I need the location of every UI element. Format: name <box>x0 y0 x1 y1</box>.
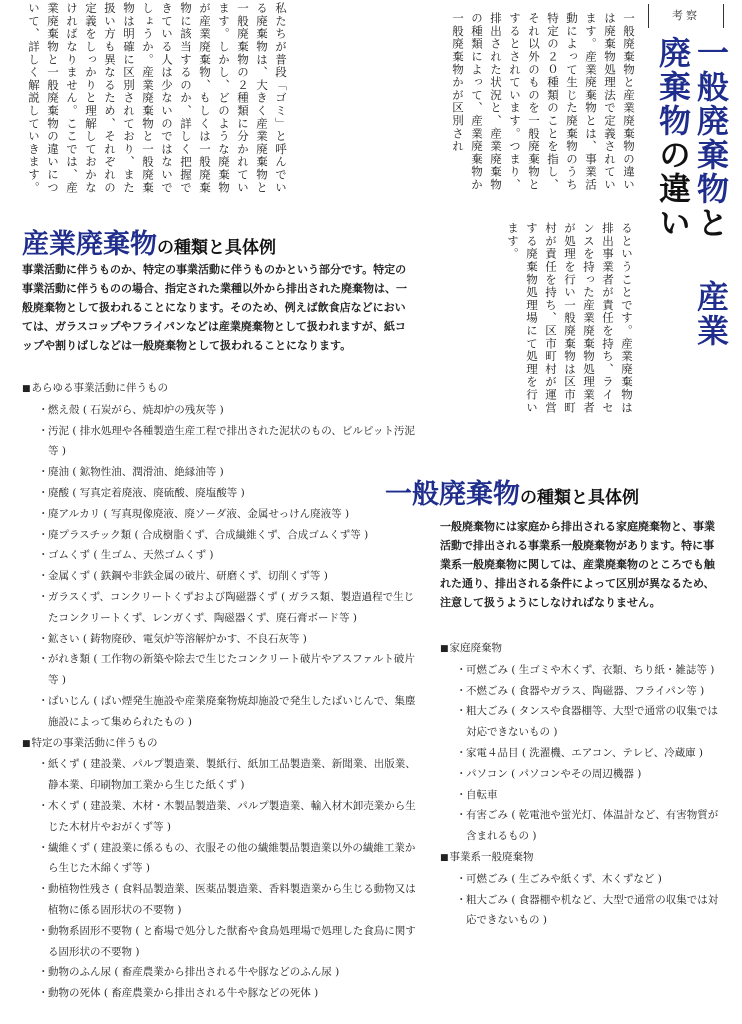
list-group-items <box>22 754 420 1004</box>
list-item <box>22 921 420 963</box>
list-item <box>22 796 420 838</box>
bullet-dot-icon: ・ <box>456 767 467 780</box>
intro-paragraph-left: 私たちが普段「ゴミ」と呼んでいる廃棄物は、大きく産業廃棄物と一般廃棄物の２種類に分かれています。しかし、どのような廃棄物が産業廃棄物、もしくは一般廃棄物に該当するのか、詳しく把握できている人は少ないのではないでしょうか。産業廃棄物と一般廃棄物は明確に区別されており、また扱い方も異なるため、それぞれの定義をしっかりと理解しておかなければなりません。ここでは、産業廃棄物と一般廃棄物の違いについて、詳しく解説していきます。 <box>27 2 288 194</box>
list-item-text: 紙くず ( 建設業、パルプ製造業、製紙行、紙加工品製造業、新聞業、出版業、静本業、印刷物加工業から生じた紙くず ) <box>48 758 416 792</box>
bullet-dot-icon: ・ <box>38 758 49 771</box>
list-item-text: 可燃ごみ ( 生ごみや紙くず、木くずなど ) <box>466 872 662 885</box>
list-group-title <box>440 847 722 869</box>
list-item-text: ばいじん ( ばい煙発生施設や産業廃棄物焼却施設で発生したばいじんで、集塵施設によって集められたもの ) <box>48 694 416 728</box>
list-item-text: 粗大ごみ ( タンスや食器棚等、大型で通常の収集では対応できないもの ) <box>466 705 718 739</box>
list-item <box>22 649 420 691</box>
list-group-title-text: あらゆる事業活動に伴うもの <box>31 382 169 394</box>
bullet-dot-icon: ・ <box>38 403 49 416</box>
list-item-text: 動植物性残さ ( 食料品製造業、医薬品製造業、香料製造業から生じる動物又は植物に係る固形状の不要物 ) <box>48 883 416 916</box>
list-item-text: 可燃ごみ ( 生ゴミや木くず、衣類、ちり紙・雑誌等 ) <box>466 663 715 676</box>
bullet-dot-icon: ・ <box>38 570 49 583</box>
bullet-dot-icon: ・ <box>38 694 49 707</box>
list-item <box>440 805 722 847</box>
list-item <box>22 838 420 880</box>
list-item-text: 不燃ごみ ( 食器やガラス、陶磁器、フライパン等 ) <box>466 684 705 697</box>
list-item-text: 燃え殻 ( 石炭がら、焼却炉の残灰等 ) <box>48 403 224 416</box>
list-item <box>22 629 420 650</box>
industrial-heading <box>22 222 276 261</box>
bullet-dot-icon: ・ <box>38 466 49 479</box>
bullet-dot-icon: ・ <box>38 507 49 520</box>
industrial-lead: 事業活動に伴うものか、特定の事業活動に伴うものかという部分です。特定の事業活動に伴うものの場合、指定された業種以外から排出された廃棄物は、一般廃棄物として扱われることになります。そのため、例えば飲食店などにおいては、ガラスコップやフライパンなどは産業廃棄物として扱われますが、紙コップや割りばしなどは一般廃棄物として扱われることになります。 <box>22 263 407 352</box>
list-group-title-text: 事業系一般廃棄物 <box>449 850 534 863</box>
list-item-text: 金属くず ( 鉄鋼や非鉄金属の破片、研磨くず、切削くず等 ) <box>48 570 328 583</box>
list-item <box>440 743 722 764</box>
list-item <box>22 754 420 796</box>
list-item <box>22 462 420 483</box>
bullet-dot-icon: ・ <box>38 590 49 603</box>
bullet-dot-icon: ・ <box>38 653 49 666</box>
title-part2: 産業廃棄物 <box>654 36 730 348</box>
list-item <box>440 890 722 932</box>
list-item <box>22 983 420 1004</box>
bullet-dot-icon: ・ <box>38 841 49 854</box>
square-bullet-icon: ■ <box>440 852 449 863</box>
industrial-heading-main: 産業廃棄物 <box>22 229 157 260</box>
list-item <box>440 785 722 806</box>
bullet-dot-icon: ・ <box>456 809 467 822</box>
bullet-dot-icon: ・ <box>456 872 467 885</box>
list-item-text: パソコン ( パソコンやその周辺機器 ) <box>466 767 642 780</box>
general-heading-main: 一般廃棄物 <box>385 479 520 510</box>
bullet-dot-icon: ・ <box>38 924 49 937</box>
square-bullet-icon: ■ <box>22 384 31 394</box>
square-bullet-icon: ■ <box>440 644 449 654</box>
list-group-title <box>22 733 420 755</box>
page-title <box>652 36 730 366</box>
list-group-items <box>440 660 722 847</box>
list-item <box>22 421 420 463</box>
list-group-title <box>440 638 722 660</box>
list-item <box>22 566 420 587</box>
list-item-text: 廃油 ( 鉱物性油、潤滑油、絶縁油等 ) <box>48 466 224 479</box>
list-item-text: 有害ごみ ( 乾電池や蛍光灯、体温計など、有害物質が含まれるもの ) <box>466 809 719 843</box>
list-item-text: 廃酸 ( 写真定着廃液、廃硫酸、廃塩酸等 ) <box>48 486 245 499</box>
list-group-items <box>440 869 722 931</box>
bullet-dot-icon: ・ <box>38 987 49 1000</box>
title-part1: 一般廃棄物 <box>692 36 730 206</box>
industrial-list <box>22 378 420 1004</box>
category-tag: 考察 <box>648 4 724 28</box>
bullet-dot-icon: ・ <box>38 549 49 562</box>
bullet-dot-icon: ・ <box>38 966 49 979</box>
list-item <box>22 504 420 525</box>
list-group-title-text: 家庭廃棄物 <box>449 642 503 654</box>
bullet-dot-icon: ・ <box>456 684 467 697</box>
bullet-dot-icon: ・ <box>456 705 467 718</box>
bullet-dot-icon: ・ <box>38 486 49 499</box>
list-item <box>22 483 420 504</box>
general-list <box>440 638 722 931</box>
list-item-text: 動物系固形不要物 ( と畜場で処分した獣畜や食鳥処理場で処理した食鳥に関する固形状の不要物 ) <box>48 924 416 958</box>
list-item-text: 鉱さい ( 鋳物廃砂、電気炉等溶解炉かす、不良石灰等 ) <box>48 632 307 645</box>
bullet-dot-icon: ・ <box>38 632 49 645</box>
list-item <box>22 587 420 629</box>
list-item-text: 粗大ごみ ( 食器棚や机など、大型で通常の収集では対応できないもの ) <box>466 893 719 927</box>
list-item-text: 家電４品目 ( 洗濯機、エアコン、テレビ、冷蔵庫 ) <box>466 746 704 759</box>
intro-paragraph-right: 一般廃棄物と産業廃棄物の違いは廃棄物処理法で定義されています。産業廃棄物とは、事業活動によって生じた廃棄物のうち特定の２０種類のことを指し、それ以外のものを一般廃棄物とするとされています。つまり、排出された状況と、産業廃棄物の種類によって、産業廃棄物か一般廃棄物かが区別され <box>451 12 636 192</box>
list-item <box>440 764 722 785</box>
general-heading <box>385 472 639 511</box>
list-item <box>440 869 722 890</box>
list-group-items <box>22 400 420 733</box>
list-item-text: 自転車 <box>466 788 498 801</box>
list-item <box>22 400 420 421</box>
bullet-dot-icon: ・ <box>456 893 467 906</box>
title-suffix: の違い <box>654 138 692 240</box>
list-item-text: 繊維くず ( 建設業に係るもの、衣服その他の繊維製品製造業以外の繊維工業から生じた木綿くず等 ) <box>48 841 416 875</box>
bullet-dot-icon: ・ <box>456 746 467 759</box>
list-item-text: 木くず ( 建設業、木材・木製品製造業、パルプ製造業、輸入材木卸売業から生じた木材片やおがくず等 ) <box>48 799 416 833</box>
bullet-dot-icon: ・ <box>38 424 49 437</box>
list-group-title-text: 特定の事業活動に伴うもの <box>31 736 158 749</box>
list-item-text: 汚泥 ( 排水処理や各種製造生産工程で排出された泥状のもの、ビルピット汚泥等 ) <box>48 424 415 458</box>
intro-paragraph-bottom: るということです。産業廃棄物は排出事業者が責任を持ち、ライセンスを持った産業廃棄物処理業者が処理を行い一般廃棄物は区市町村が責任を持ち、区市町村が運営する廃棄物処理場にて処理を行います。 <box>506 222 634 414</box>
list-item <box>440 681 722 702</box>
list-item <box>22 879 420 921</box>
general-heading-sub: の種類と具体例 <box>520 488 639 508</box>
bullet-dot-icon: ・ <box>38 799 49 812</box>
list-item <box>22 545 420 566</box>
bullet-dot-icon: ・ <box>456 663 467 676</box>
list-item <box>22 525 420 546</box>
square-bullet-icon: ■ <box>22 738 31 749</box>
list-item-text: 廃アルカリ ( 写真現像廃液、廃ソーダ液、金属せっけん廃液等 ) <box>48 507 350 520</box>
list-item-text: 動物の死体 ( 畜産農業から排出される牛や豚などの死体 ) <box>48 987 319 1000</box>
list-item <box>440 701 722 743</box>
list-group-title <box>22 378 420 400</box>
list-item-text: がれき類 ( 工作物の新築や除去で生じたコンクリート破片やアスファルト破片等 ) <box>48 653 415 687</box>
list-item <box>22 691 420 733</box>
list-item-text: ゴムくず ( 生ゴム、天然ゴムくず ) <box>48 549 214 562</box>
bullet-dot-icon: ・ <box>38 528 49 541</box>
list-item-text: 動物のふん尿 ( 畜産農業から排出される牛や豚などのふん尿 ) <box>48 966 340 979</box>
list-item <box>22 962 420 983</box>
list-item <box>440 660 722 681</box>
bullet-dot-icon: ・ <box>456 788 467 801</box>
bullet-dot-icon: ・ <box>38 883 49 896</box>
list-item-text: ガラスくず、コンクリートくずおよび陶磁器くず ( ガラス類、製造過程で生じたコンクリートくず、レンガくず、陶磁器くず、廃石膏ボード等 ) <box>48 590 415 624</box>
title-connector: と <box>692 206 730 240</box>
industrial-heading-sub: の種類と具体例 <box>157 238 276 258</box>
general-lead: 一般廃棄物には家庭から排出される家庭廃棄物と、事業活動で排出される事業系一般廃棄物があります。特に事業系一般廃棄物に関しては、産業廃棄物のところでも触れた通り、排出される条件によって区別が異なるため、注意して扱うようにしなければなりません。 <box>440 520 715 609</box>
list-item-text: 廃プラスチック類 ( 合成樹脂くず、合成繊維くず、合成ゴムくず等 ) <box>48 528 369 541</box>
